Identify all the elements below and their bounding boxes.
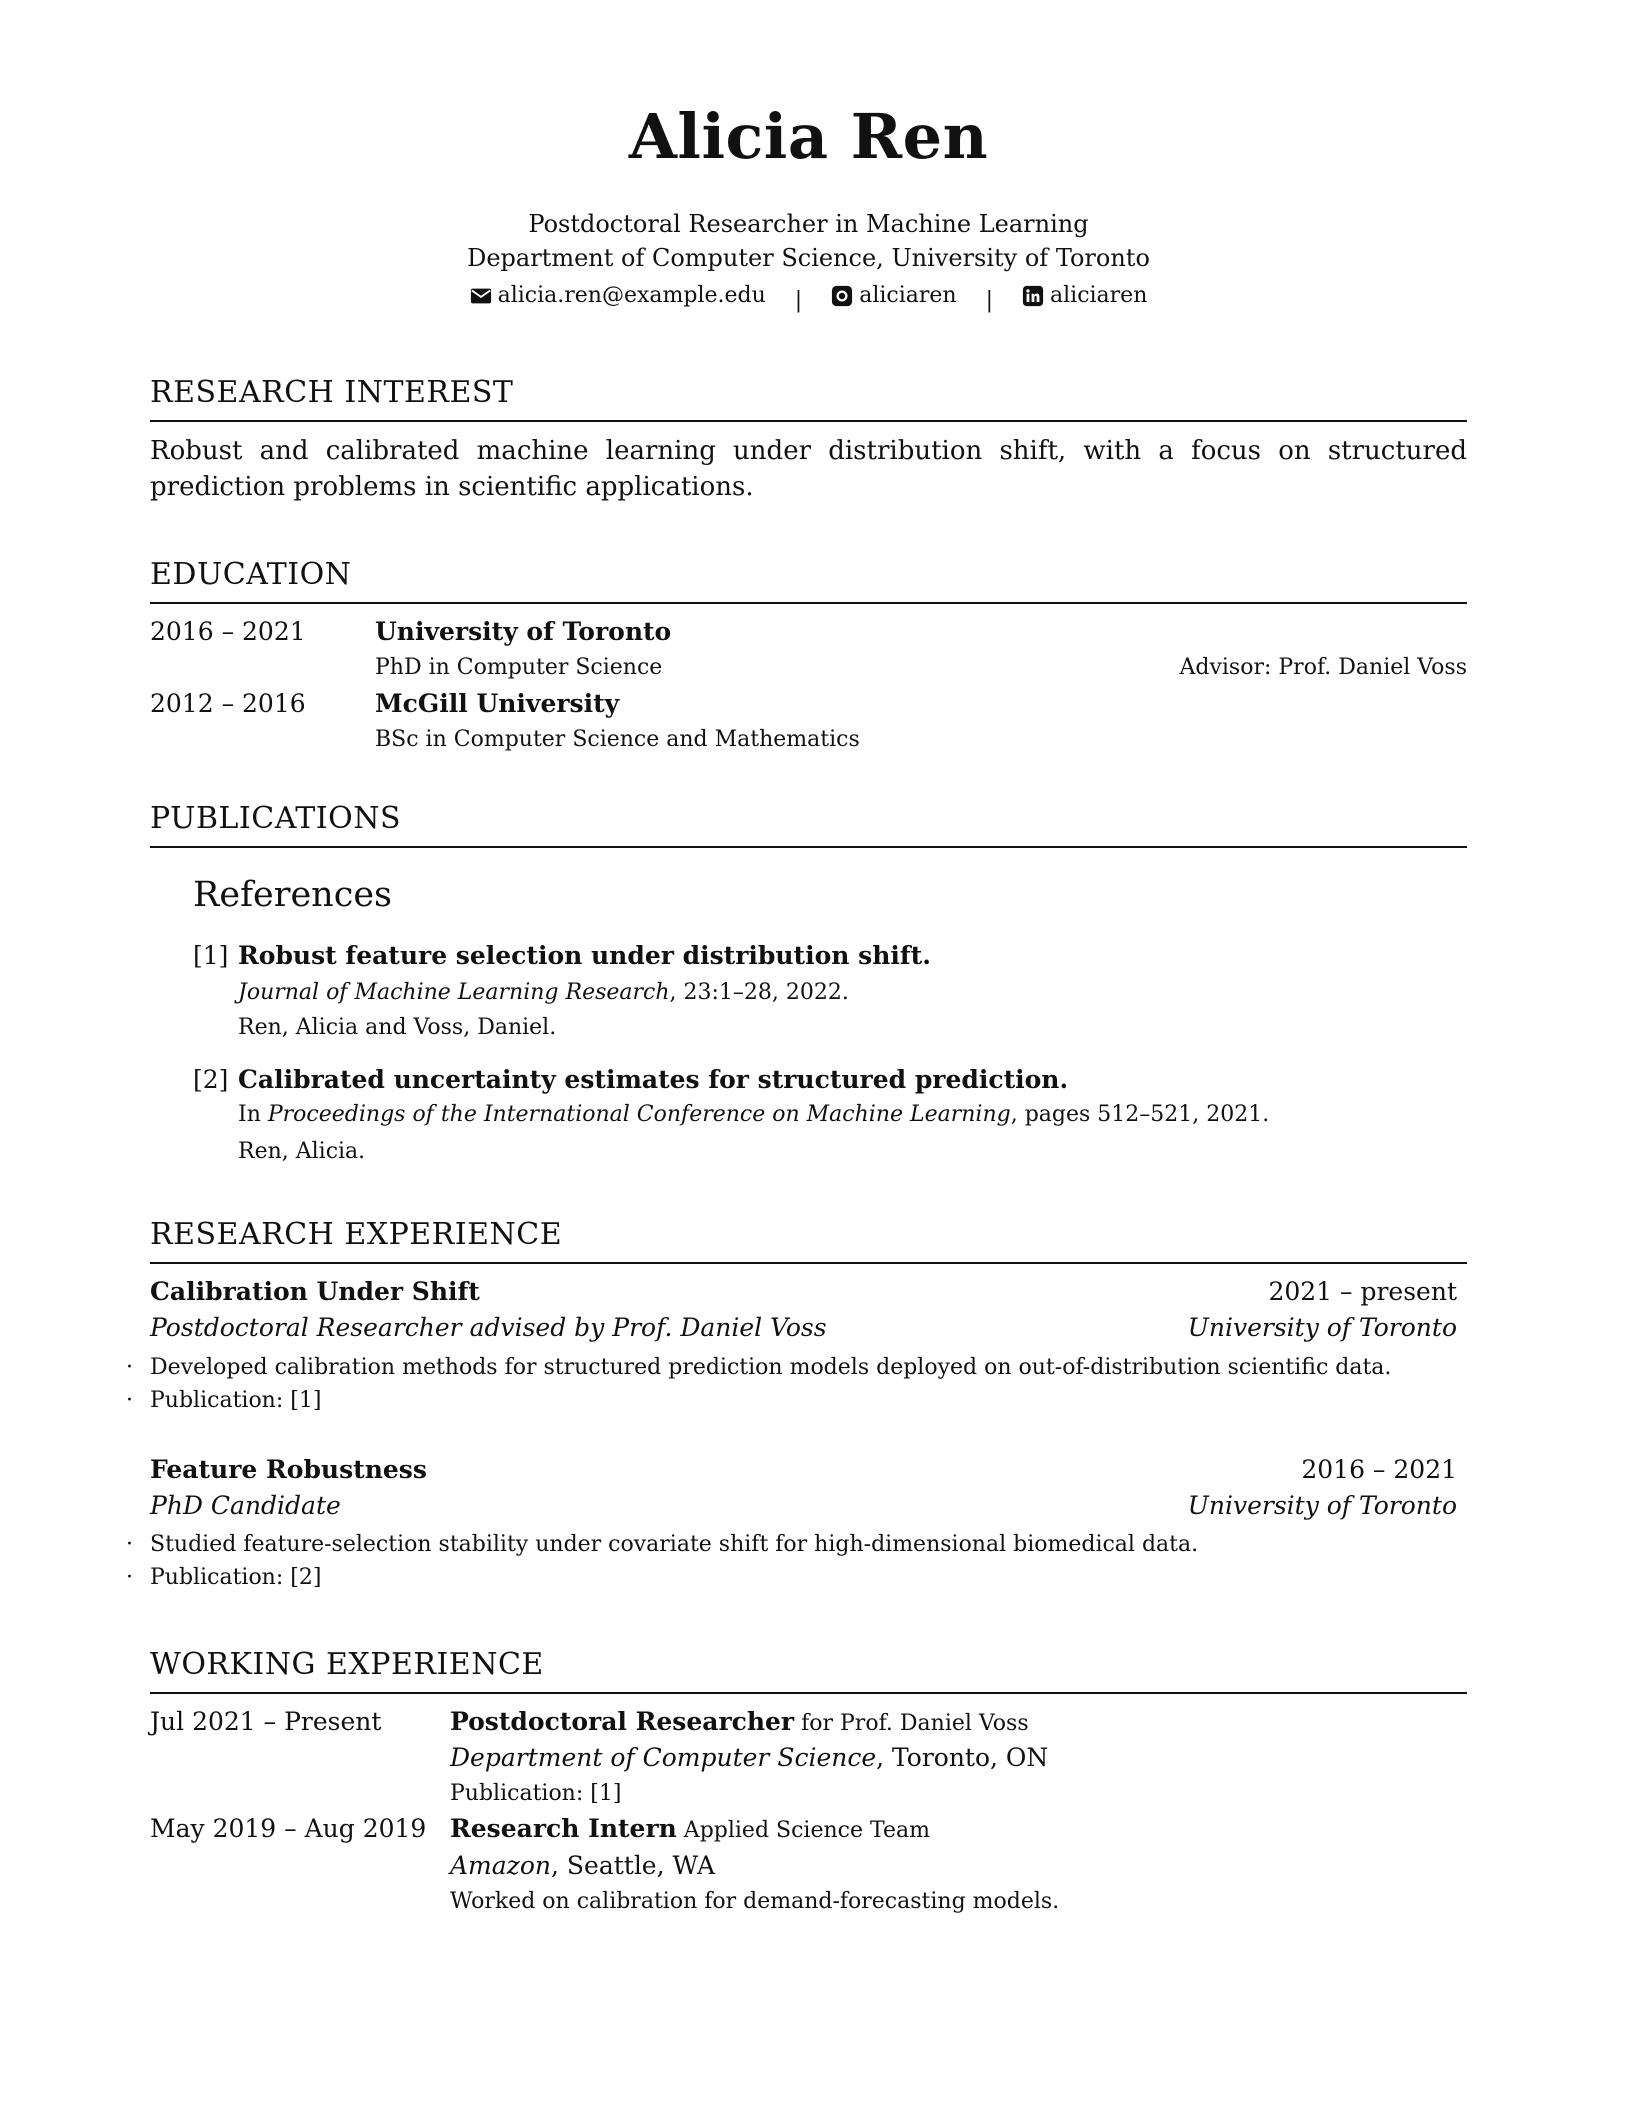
education-school: University of Toronto — [375, 617, 672, 646]
work-position: Research Intern — [450, 1814, 677, 1843]
reference-venue-line: Journal of Machine Learning Research, 23:1–28, 2022. — [238, 980, 849, 1005]
section-heading-working-experience: WORKING EXPERIENCE — [150, 1647, 544, 1682]
reference-venue: Proceedings of the International Conference on Machine Learning — [267, 1102, 1011, 1127]
research-bullet: Studied feature-selection stability under covariate shift for high-dimensional biomedical data. — [150, 1532, 1199, 1557]
github-text: aliciaren — [859, 283, 957, 308]
section-rule — [150, 1692, 1467, 1694]
work-dates: May 2019 – Aug 2019 — [150, 1814, 427, 1843]
work-employer-line: Department of Computer Science, Toronto, ON — [450, 1743, 1049, 1772]
contact-line — [150, 283, 1467, 313]
research-project-title: Calibration Under Shift — [150, 1277, 480, 1306]
section-heading-research-experience: RESEARCH EXPERIENCE — [150, 1217, 563, 1252]
section-heading-research-interest: RESEARCH INTEREST — [150, 375, 514, 410]
research-project-org: University of Toronto — [1187, 1491, 1457, 1520]
education-years: 2016 – 2021 — [150, 617, 306, 646]
cv-name: Alicia Ren — [628, 100, 989, 173]
bullet-marker: · — [126, 1388, 133, 1413]
reference-authors: Ren, Alicia. — [238, 1139, 366, 1164]
linkedin-link[interactable] — [1022, 283, 1147, 308]
cv-affiliation-line: Department of Computer Science, University of Toronto — [467, 244, 1150, 272]
reference-venue: Journal of Machine Learning Research — [238, 980, 670, 1005]
research-project-org: University of Toronto — [1187, 1313, 1457, 1342]
email-text: alicia.ren@example.edu — [497, 283, 766, 308]
reference-number: [2] — [193, 1065, 229, 1094]
email-link[interactable] — [470, 283, 766, 308]
github-icon — [831, 285, 853, 307]
work-employer-line: Amazon, Seattle, WA — [450, 1851, 716, 1880]
research-project-role: PhD Candidate — [150, 1491, 341, 1520]
bullet-marker: · — [126, 1355, 133, 1380]
work-employer: Department of Computer Science — [450, 1743, 877, 1772]
work-employer: Amazon — [450, 1851, 551, 1880]
section-heading-education: EDUCATION — [150, 557, 352, 592]
education-degree: PhD in Computer Science — [375, 655, 663, 680]
section-rule — [150, 602, 1467, 604]
section-rule — [150, 1262, 1467, 1264]
education-advisor: Advisor: Prof. Daniel Voss — [1179, 655, 1467, 680]
contact-separator: | — [985, 287, 993, 313]
reference-authors: Ren, Alicia and Voss, Daniel. — [238, 1015, 557, 1040]
education-school: McGill University — [375, 689, 620, 718]
cv-title-line: Postdoctoral Researcher in Machine Learning — [528, 210, 1089, 238]
education-degree: BSc in Computer Science and Mathematics — [375, 727, 860, 752]
work-dates: Jul 2021 – Present — [150, 1707, 382, 1736]
research-bullet: Publication: [2] — [150, 1565, 322, 1590]
section-heading-publications: PUBLICATIONS — [150, 801, 401, 836]
reference-title: Robust feature selection under distribution shift. — [238, 941, 931, 970]
reference-title: Calibrated uncertainty estimates for structured prediction. — [238, 1065, 1069, 1094]
work-position-line: Postdoctoral Researcher for Prof. Daniel Voss — [450, 1707, 1029, 1736]
linkedin-icon — [1022, 285, 1044, 307]
linkedin-text: aliciaren — [1050, 283, 1148, 308]
work-note: Worked on calibration for demand-forecasting models. — [450, 1889, 1060, 1914]
research-project-role: Postdoctoral Researcher advised by Prof. Daniel Voss — [150, 1313, 827, 1342]
research-project-dates: 2016 – 2021 — [1301, 1455, 1457, 1484]
bullet-marker: · — [126, 1532, 133, 1557]
work-position-line: Research Intern Applied Science Team — [450, 1814, 930, 1843]
work-note: Publication: [1] — [450, 1781, 622, 1806]
research-bullet: Publication: [1] — [150, 1388, 322, 1413]
section-rule — [150, 846, 1467, 848]
research-interest-text: Robust and calibrated machine learning under distribution shift, with a focus on structured prediction problems in scientific applications. — [150, 436, 1467, 502]
envelope-icon — [470, 285, 492, 307]
section-rule — [150, 420, 1467, 422]
github-link[interactable] — [831, 283, 956, 308]
references-title: References — [193, 875, 392, 915]
bullet-marker: · — [126, 1565, 133, 1590]
research-project-title: Feature Robustness — [150, 1455, 427, 1484]
contact-separator: | — [794, 287, 803, 313]
work-position: Postdoctoral Researcher — [450, 1707, 795, 1736]
reference-venue-line: In Proceedings of the International Conference on Machine Learning, pages 512–521, 2021. — [238, 1102, 1270, 1127]
research-project-dates: 2021 – present — [1268, 1277, 1457, 1306]
education-years: 2012 – 2016 — [150, 689, 306, 718]
research-bullet: Developed calibration methods for structured prediction models deployed on out-of-distribution scientific data. — [150, 1355, 1392, 1380]
reference-number: [1] — [193, 941, 229, 970]
